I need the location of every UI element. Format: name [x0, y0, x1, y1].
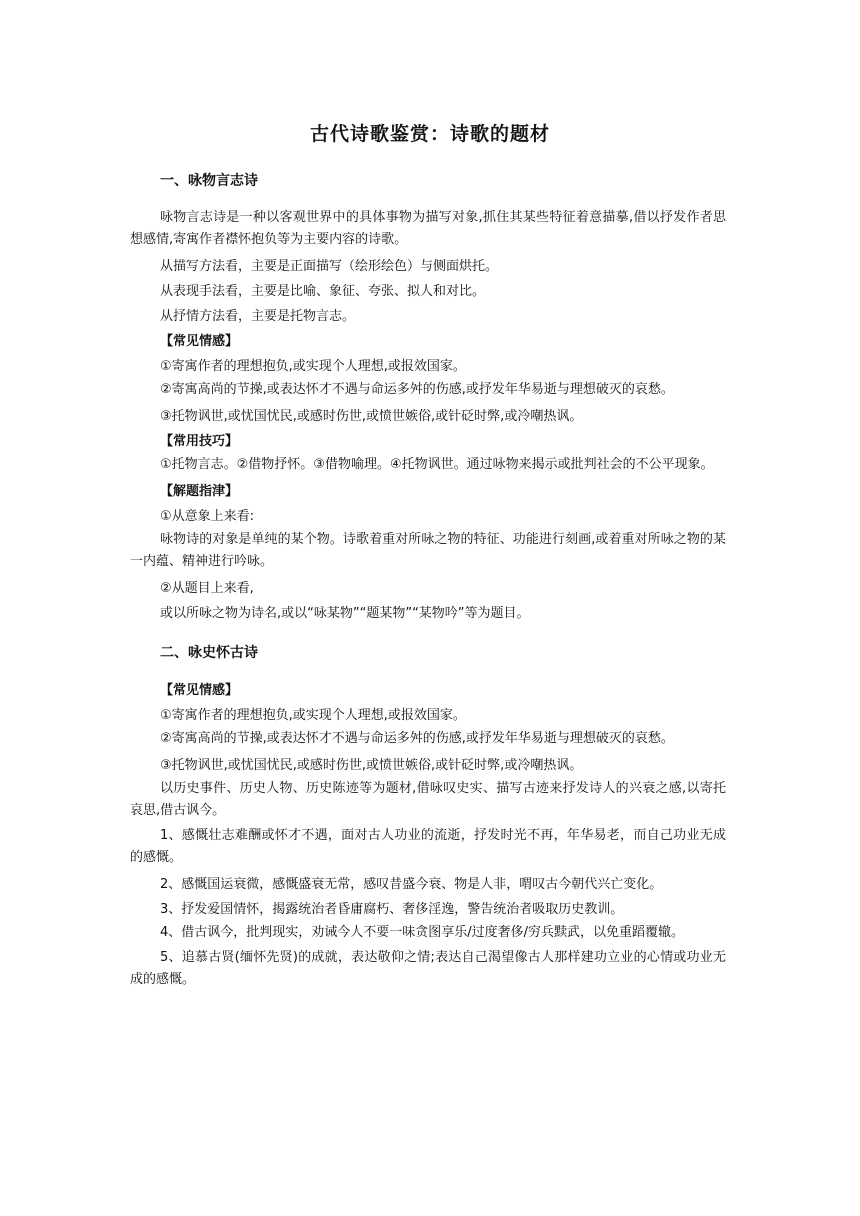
list-item: 1、感慨壮志难酬或怀才不遇，面对古人功业的流逝，抒发时光不再，年华易老，而自己功业无成的感慨。 [130, 828, 726, 865]
paragraph: ③托物讽世,或忧国忧民,或感时伤世,或愤世嫉俗,或针砭时弊,或冷嘲热讽。 [160, 758, 583, 773]
paragraph: 咏物诗的对象是单纯的某个物。诗歌着重对所咏之物的特征、功能进行刻画,或着重对所咏之物的某一内蕴、精神进行吟咏。 [130, 532, 726, 569]
paragraph: 从描写方法看，主要是正面描写（绘形绘色）与侧面烘托。 [160, 259, 499, 274]
paragraph: ②寄寓高尚的节操,或表达怀才不遇与命运多舛的伤感,或抒发年华易逝与理想破灭的哀愁。 [160, 382, 674, 397]
paragraph: ②从题目上来看, [160, 581, 254, 596]
document-body [130, 170, 726, 994]
paragraph: ①从意象上来看: [160, 509, 255, 524]
paragraph: ①寄寓作者的理想抱负,或实现个人理想,或报效国家。 [160, 359, 466, 374]
paragraph: 从抒情方法看，主要是托物言志。 [160, 309, 356, 324]
paragraph: ②寄寓高尚的节操,或表达怀才不遇与命运多舛的伤感,或抒发年华易逝与理想破灭的哀愁。 [160, 731, 674, 746]
list-item: 4、借古讽今，批判现实，劝诫今人不要一味贪图享乐/过度奢侈/穷兵黩武，以免重蹈覆辙。 [160, 925, 685, 940]
subsection-label: 【常见情感】 [160, 683, 239, 698]
paragraph: 以历史事件、历史人物、历史陈迹等为题材,借咏叹史实、描写古迹来抒发诗人的兴衰之感,以寄托哀思,借古讽今。 [130, 781, 726, 818]
paragraph: 从表现手法看，主要是比喻、象征、夸张、拟人和对比。 [160, 284, 486, 299]
section-heading: 二、咏史怀古诗 [160, 645, 258, 661]
subsection-label: 【常用技巧】 [160, 434, 239, 449]
paragraph: 咏物言志诗是一种以客观世界中的具体事物为描写对象,抓住其某些特征着意描摹,借以抒发作者思想感情,寄寓作者襟怀抱负等为主要内容的诗歌。 [130, 210, 726, 247]
subsection-label: 【解题指津】 [160, 484, 239, 499]
paragraph: 或以所咏之物为诗名,或以“咏某物”“题某物”“某物吟”等为题目。 [160, 606, 530, 621]
page-title: 古代诗歌鉴赏：诗歌的题材 [309, 123, 550, 145]
section-heading: 一、咏物言志诗 [160, 173, 258, 189]
paragraph: ①寄寓作者的理想抱负,或实现个人理想,或报效国家。 [160, 708, 466, 723]
paragraph: ③托物讽世,或忧国忧民,或感时伤世,或愤世嫉俗,或针砭时弊,或冷嘲热讽。 [160, 409, 583, 424]
list-item: 2、感慨国运衰微，感慨盛衰无常，感叹昔盛今衰、物是人非，喟叹古今朝代兴亡变化。 [160, 877, 663, 892]
paragraph: ①托物言志。②借物抒怀。③借物喻理。④托物讽世。通过咏物来揭示或批判社会的不公平现象。 [160, 457, 714, 472]
list-item: 3、抒发爱国情怀，揭露统治者昏庸腐朽、奢侈淫逸，警告统治者吸取历史教训。 [160, 902, 624, 917]
subsection-label: 【常见情感】 [160, 334, 239, 349]
list-item: 5、追慕古贤(缅怀先贤)的成就，表达敬仰之情;表达自己渴望像古人那样建功立业的心情或功业无成的感慨。 [130, 950, 726, 987]
